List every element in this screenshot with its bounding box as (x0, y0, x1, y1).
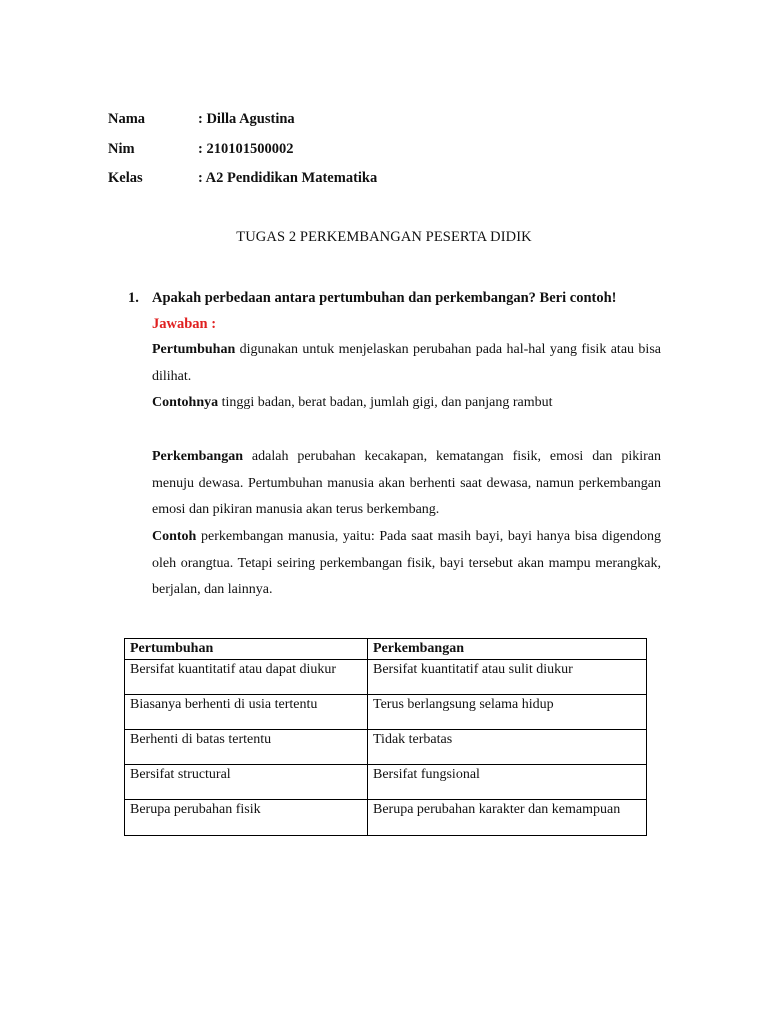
table-cell: Bersifat fungsional (368, 765, 647, 800)
text-contoh: perkembangan manusia, yaitu: Pada saat masih bayi, bayi hanya bisa digendong oleh orangtua. Tetapi seiring perkembangan fisik, bayi tersebut akan mampu merangkak, berjalan, dan lainnya. (152, 529, 661, 597)
term-contohnya: Contohnya (152, 395, 219, 410)
kelas-label: Kelas (108, 170, 143, 186)
table-cell: Berupa perubahan karakter dan kemampuan (368, 800, 647, 836)
term-contoh: Contoh (152, 529, 197, 544)
table-cell: Bersifat kuantitatif atau dapat diukur (125, 660, 368, 695)
table-cell: Berhenti di batas tertentu (125, 730, 368, 765)
table-row (125, 800, 647, 836)
paragraph-contohnya (152, 390, 661, 417)
info-row-nama (108, 111, 295, 128)
table-row (125, 765, 647, 800)
term-perkembangan: Perkembangan (152, 449, 243, 464)
term-pertumbuhan: Pertumbuhan (152, 342, 236, 357)
nim-value: : 210101500002 (198, 141, 294, 157)
table-row (125, 695, 647, 730)
table-cell: Bersifat structural (125, 765, 368, 800)
table-header-pertumbuhan: Pertumbuhan (125, 639, 368, 660)
table-header-row (125, 639, 647, 660)
paragraph-pertumbuhan (152, 337, 661, 390)
text-contohnya: tinggi badan, berat badan, jumlah gigi, dan panjang rambut (218, 395, 553, 410)
table-cell: Bersifat kuantitatif atau sulit diukur (368, 660, 647, 695)
table-cell: Terus berlangsung selama hidup (368, 695, 647, 730)
table-cell: Berupa perubahan fisik (125, 800, 368, 836)
table-cell: Biasanya berhenti di usia tertentu (125, 695, 368, 730)
table-row (125, 660, 647, 695)
document-title: TUGAS 2 PERKEMBANGAN PESERTA DIDIK (236, 229, 532, 245)
question-number: 1. (128, 290, 139, 306)
table-cell: Tidak terbatas (368, 730, 647, 765)
text-pertumbuhan: digunakan untuk menjelaskan perubahan pada hal-hal yang fisik atau bisa dilihat. (152, 342, 661, 384)
info-row-nim (108, 141, 293, 158)
answer-label: Jawaban : (152, 316, 217, 332)
kelas-value: : A2 Pendidikan Matematika (198, 170, 378, 186)
paragraph-contoh (152, 524, 661, 604)
comparison-table (124, 638, 647, 836)
nama-label: Nama (108, 111, 146, 127)
info-row-kelas (108, 170, 377, 187)
table-header-perkembangan: Perkembangan (368, 639, 647, 660)
table-row (125, 730, 647, 765)
question-text: Apakah perbedaan antara pertumbuhan dan perkembangan? Beri contoh! (152, 290, 617, 306)
paragraph-perkembangan (152, 444, 661, 524)
nama-value: : Dilla Agustina (198, 111, 295, 127)
nim-label: Nim (108, 141, 135, 157)
text-perkembangan: adalah perubahan kecakapan, kematangan fisik, emosi dan pikiran menuju dewasa. Pertumbuhan manusia akan berhenti saat dewasa, namun perkembangan emosi dan pikiran manusia akan terus berkembang. (152, 449, 661, 517)
